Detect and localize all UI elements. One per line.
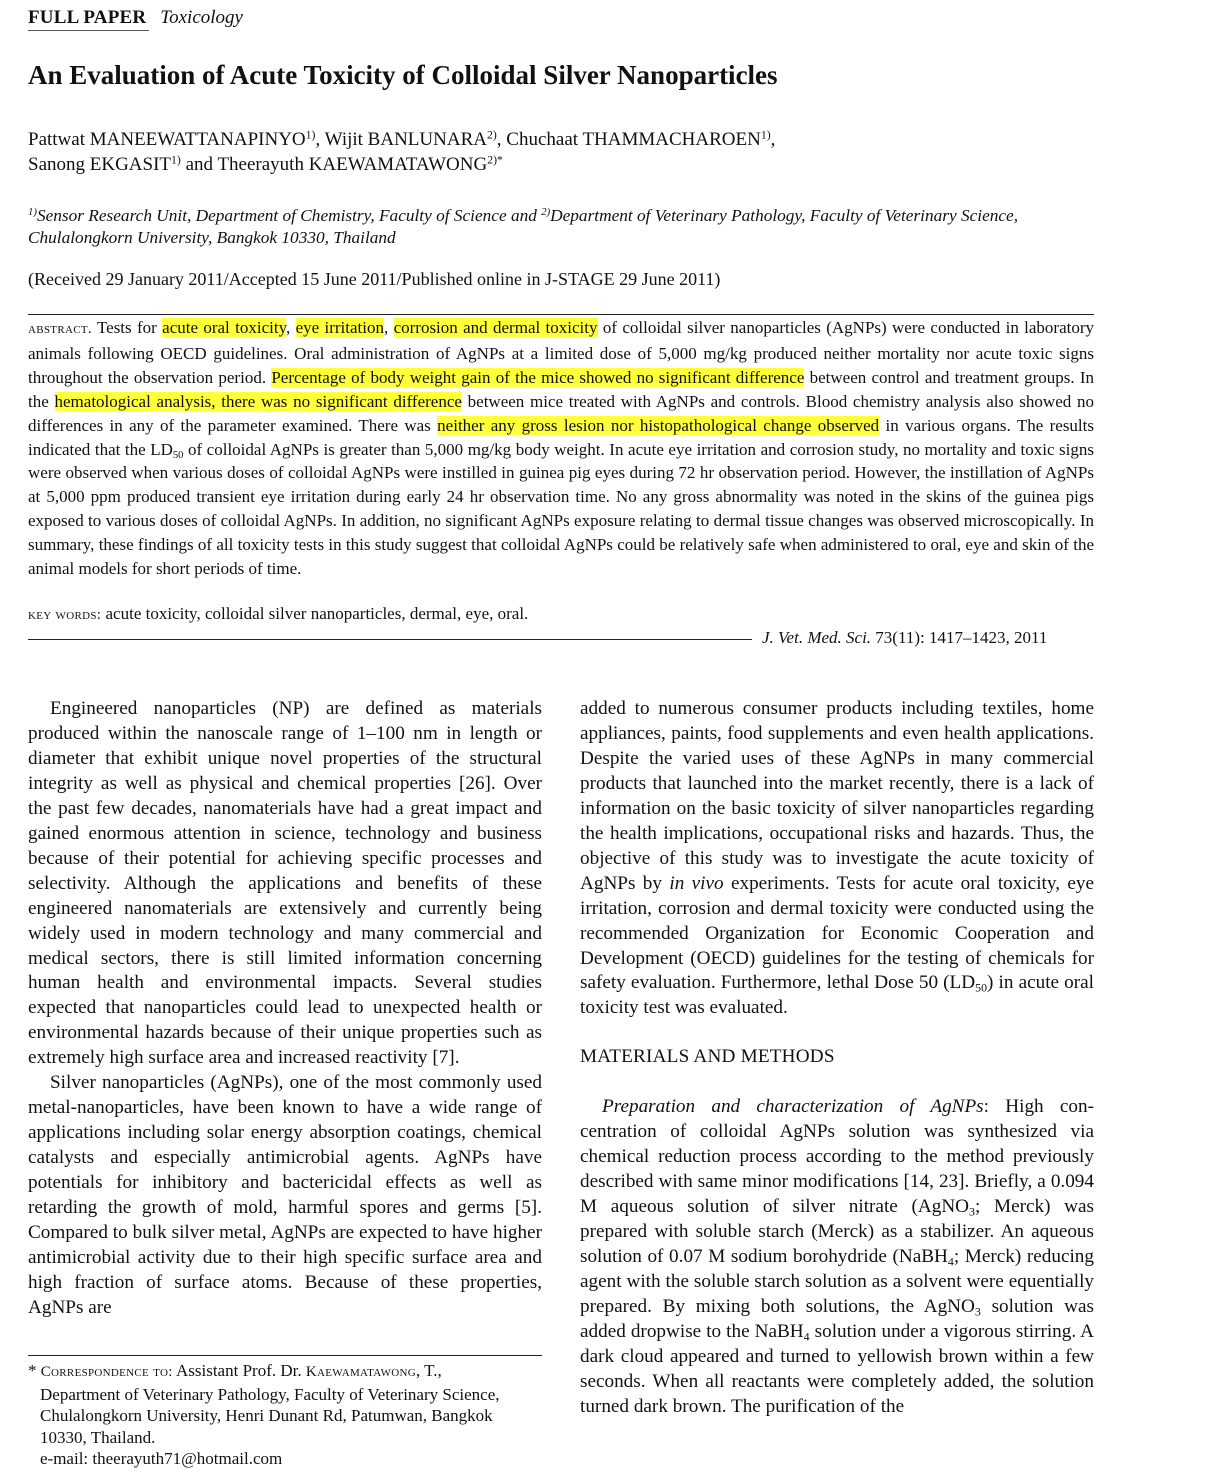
affiliation-mark: 2) <box>486 128 497 142</box>
body-paragraph: Engineered nanoparticles (NP) are defined as materials produced within the nanoscale range of 1–100 nm in length or diameter that exhibit unique novel properties of the structural integrity as well as physical and chemical properties [26]. Over the past few decades, nanomaterials have had a great impact and gained enormous attention in science, technology and business because of their potential for achieving specific processes and selectivity. Although the applications and benefits of these engineered nanomaterials are extensively and currently being widely used in modern technology and many commercial and medical sectors, there is still limited information concerning human health and environmental impacts. Several studies expected that nanoparticles could lead to unexpected health or environmental hazards because of their unique properties such as extremely high surface area and increased reactivity [7]. <box>28 698 542 1069</box>
abstract <box>28 316 1094 581</box>
author-name: Sanong EKGASIT <box>28 154 172 175</box>
paper-topic: Toxicology <box>160 7 243 28</box>
journal-reference: 73(11): 1417–1423, 2011 <box>871 628 1048 647</box>
journal-name: J. Vet. Med. Sci. <box>762 628 872 647</box>
author-name: Wijit BANLUNARA <box>324 129 487 150</box>
body-paragraph: Silver nanoparticles (AgNPs), one of the most commonly used metal-nanoparticles, have been known to have a wide range of applications including solar energy absorption coatings, chemical catalysts and especially antimicrobial agents. AgNPs have potentials for inhibitory and bactericidal effects as well as retarding the growth of mold, harmful spores and germs [5]. Compared to bulk silver metal, AgNPs are expected to have higher antimicrobial activity due to their high specific surface area and high fraction of surface atoms. Because of these properties, AgNPs are <box>28 1072 542 1318</box>
keywords-label: key words: <box>28 607 102 623</box>
footnote-name: Kaewamatawong <box>305 1364 416 1380</box>
highlight: corrosion and dermal toxicity <box>393 318 598 337</box>
paper-page <box>28 0 1094 1475</box>
author-name: Theerayuth KAEWAMATAWONG <box>217 154 488 175</box>
affiliation-mark: 1) <box>171 153 181 167</box>
received-dates: (Received 29 January 2011/Accepted 15 June 2011/Published online in J-STAGE 29 June 2011) <box>28 269 721 289</box>
subscript: 50 <box>172 449 184 461</box>
subscript: 4 <box>947 1254 954 1269</box>
body-column-right <box>580 697 1094 1420</box>
subsection-heading: Preparation and characterization of AgNPs <box>602 1096 984 1118</box>
italic-term: in vivo <box>669 872 724 894</box>
body-paragraph: added to numerous consumer products including textiles, home appliances, paints, food supplements and even health applications. Despite the varied uses of these AgNPs in many commercial products that launched into the market recently, there is a lack of information on the basic toxicity of silver nanoparticles regarding the health implications, occupational risks and hazards. Thus, the objective of this study was to investigate the acute toxicity of AgNPs by in vivo experiments. Tests for acute oral toxicity, eye irritation, corrosion and dermal toxicity were conducted using the recommended Organization for Economic Cooperation and Development (OECD) guidelines for the testing of chemicals for safety evaluation. Furthermore, lethal Dose 50 $(LD_{50})$ in acute oral toxicity test was evaluated. <box>580 698 1094 1019</box>
journal-citation <box>762 627 1047 649</box>
subscript: 3 <box>974 1304 981 1319</box>
affiliation-mark: 1) <box>760 128 771 142</box>
author-list: Pattwat MANEEWATTANAPINYO$^{1)}$, Wijit BANLUNARA$^{2)}$, Chuchaat THAMMACHAROEN$^{1)}$, Sanong EKGASIT$^{1)}$ and Theerayuth $KAEWAMATAWONG^{2)*}$ <box>28 128 776 175</box>
abstract-text: of colloidal silver nanoparticles (AgNPs) were conducted in laboratory animals following OECD guidelines. Oral administration of AgNPs at a limited dose of 5,000 mg/kg produced neither mortality nor acute toxic signs throughout the observation period. <box>28 318 1095 387</box>
abstract-bottom-rule <box>28 639 752 640</box>
affiliation-mark: 1) <box>305 128 316 142</box>
footnote-text: Assistant Prof. Dr. <box>172 1361 306 1380</box>
affiliation-mark: 2)* <box>487 153 503 167</box>
body-paragraph: Preparation and characterization of AgNPs: High concentration of colloidal AgNPs solution was synthesized via chemical reduction process according to the method previously described with same minor modifications [14, 23]. Briefly, a 0.094 M aqueous solution of silver nitrate (AgNO$_3$; Merck) was prepared with soluble starch (Merck) as a stabilizer. An aqueous solution of 0.07 M sodium borohydride (NaBH$_4$; Merck) reducing agent with the soluble starch solution as a solvent were equentially prepared. By mixing both solutions, the AgNO$_3$ solution was added dropwise to the NaBH$_4$ solution under a vigorous stirring. A dark cloud appeared and turned to yellowish brown within a few seconds. When all reactants were completely added, the solution turned dark brown. The purification of the <box>580 1096 1095 1417</box>
footnote-address: Department of Veterinary Pathology, Faculty of Veterinary Science, Chulalongkorn University, Henri Dunant Rd, Patumwan, Bangkok 10330, Thailand. <box>40 1384 500 1447</box>
abstract-top-rule <box>28 314 1094 315</box>
affiliation-mark: 1) <box>28 206 37 219</box>
author-name: Chuchaat THAMMACHAROEN <box>506 129 761 150</box>
body-column-left <box>28 697 542 1321</box>
affiliation-text: Sensor Research Unit, Department of Chemistry, Faculty of Science and <box>36 206 542 225</box>
highlight: neither any gross lesion nor histopathological change observed <box>437 415 880 435</box>
author-conjunction: and <box>185 154 214 175</box>
section-header <box>28 6 243 30</box>
abstract-text: in various organs. The results indicated that the LD <box>28 415 1094 459</box>
correspondence-footnote <box>28 1360 542 1470</box>
abstract-text: , <box>383 318 394 337</box>
affiliation-text: Department of Veterinary Pathology, Faculty of Veterinary Science, Chulalongkorn University, Bangkok 10330, Thailand <box>28 206 1019 247</box>
keywords-text: acute toxicity, colloidal silver nanoparticles, dermal, eye, oral. <box>101 604 529 623</box>
section-heading: MATERIALS AND METHODS <box>580 1046 835 1068</box>
abstract-text: , <box>285 318 296 337</box>
affiliation-mark: 2) <box>541 206 551 219</box>
paper-title: An Evaluation of Acute Toxicity of Colloidal Silver Nanoparticles <box>28 60 778 90</box>
subscript: 4 <box>803 1329 810 1344</box>
paper-type-label: FULL PAPER <box>28 7 147 28</box>
highlight: Percentage of body weight gain of the mice showed no significant difference <box>271 367 805 387</box>
footnote-label: Correspondence to: <box>40 1364 173 1380</box>
subscript: 50 <box>975 981 988 996</box>
highlight: eye irritation <box>295 318 384 337</box>
keywords <box>28 603 1094 626</box>
highlight: acute oral toxicity <box>162 318 286 337</box>
highlight: hematological analysis, there was no significant difference <box>54 391 462 411</box>
footnote-text: , T., <box>415 1361 442 1380</box>
section-header-rule <box>28 30 149 31</box>
abstract-label: abstract. <box>28 321 92 337</box>
footnote-star: * <box>28 1361 41 1380</box>
affiliations <box>28 205 1094 249</box>
footnote-rule <box>28 1355 542 1356</box>
author-name: Pattwat MANEEWATTANAPINYO <box>28 129 306 150</box>
abstract-text: of colloidal AgNPs is greater than 5,000 mg/kg body weight. In acute eye irritation and corrosion study, no mortality and toxic signs were observed when various doses of colloidal AgNPs were instilled in guinea pig eyes during 72 hr observation period. However, the instillation of AgNPs at 5,000 ppm produced transient eye irritation during early 24 hr observation time. No any gross abnormality was noted in the skins of the guinea pigs exposed to various doses of colloidal AgNPs. In addition, no significant AgNPs exposure relating to dermal tissue changes was observed microscopically. In summary, these findings of all toxicity tests in this study suggest that colloidal AgNPs could be relatively safe when administered to oral, eye and skin of the animal models for short periods of time. <box>28 439 1095 579</box>
abstract-text: between mice treated with AgNPs and controls. Blood chemistry analysis also showed no differences in any of the parameter examined. There was <box>28 391 1094 435</box>
abstract-text: Tests for <box>96 318 163 337</box>
subscript: 3 <box>969 1204 975 1219</box>
abstract-text: between control and treatment groups. In the <box>28 367 1095 411</box>
footnote-email: e-mail: theerayuth71@hotmail.com <box>40 1449 283 1468</box>
